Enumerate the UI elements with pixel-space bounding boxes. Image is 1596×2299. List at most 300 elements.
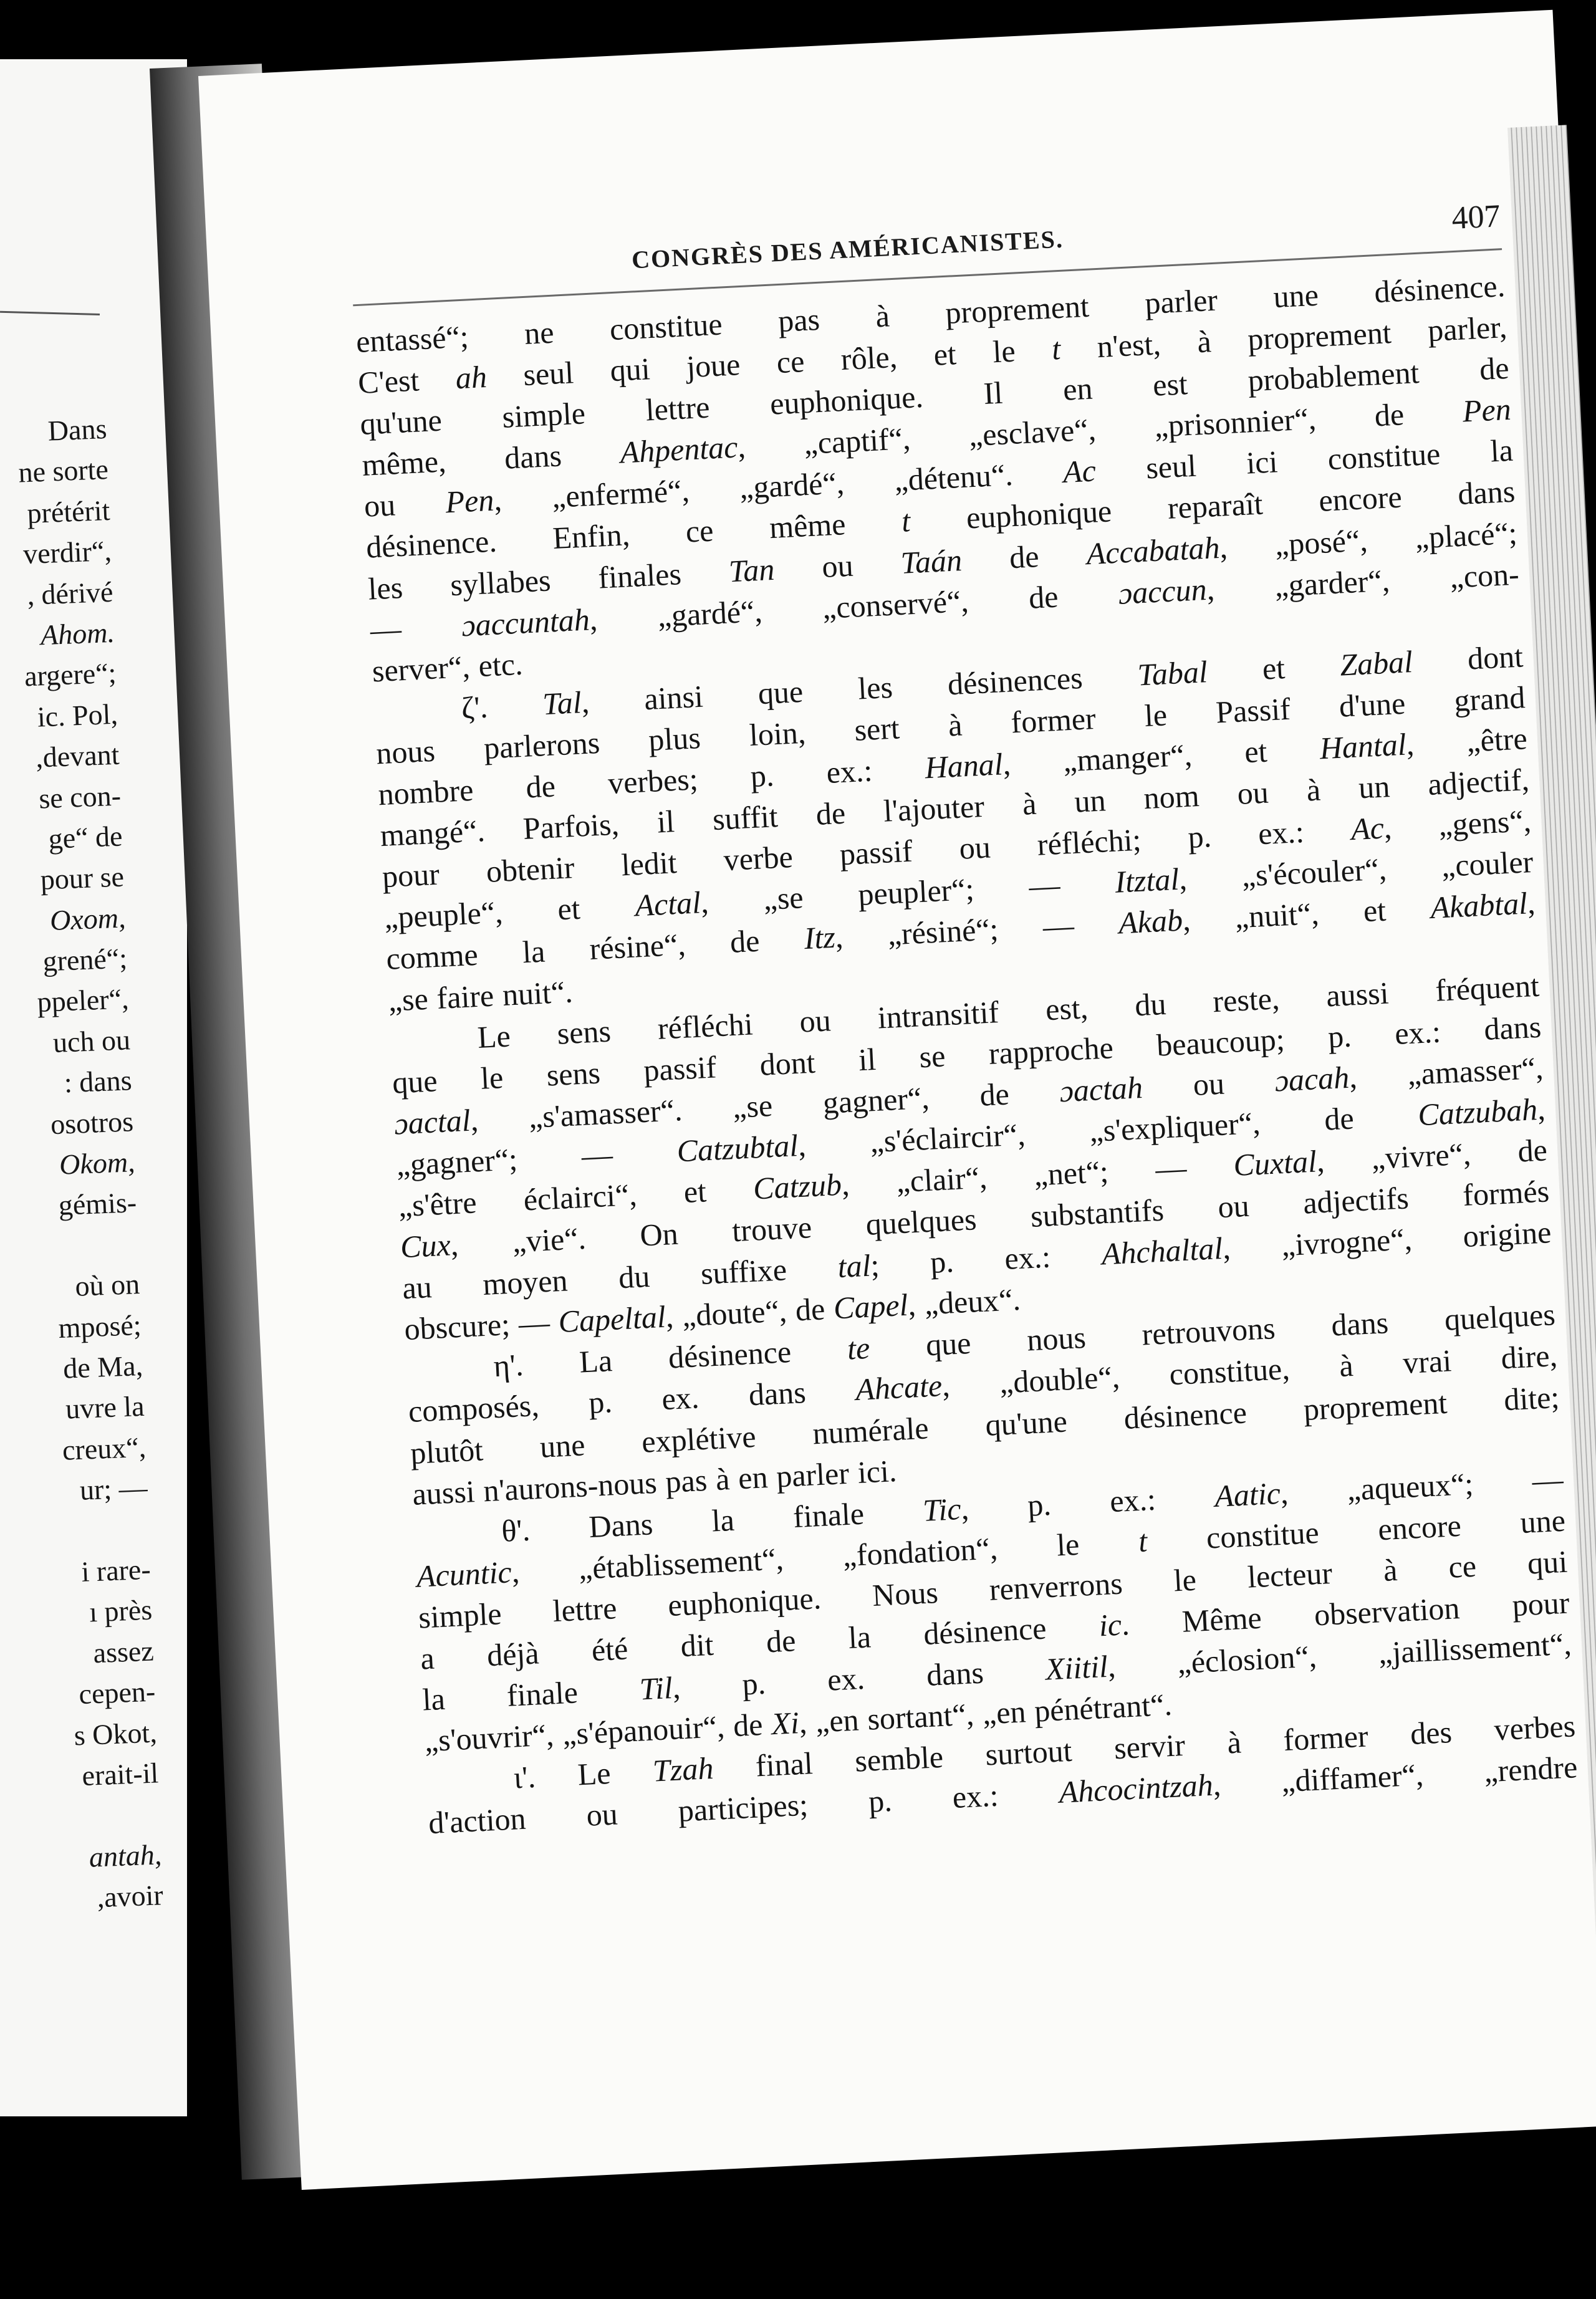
text-word: [930, 1241, 955, 1283]
word-fragment: —: [1154, 1150, 1188, 1187]
text-word: [1098, 1603, 1130, 1646]
italic-term: Ahcate: [854, 1368, 943, 1408]
word-fragment: ,: [469, 1102, 479, 1138]
word-fragment: de: [1517, 1132, 1549, 1169]
italic-term: Itztal: [1114, 862, 1180, 900]
italic-term: ɔactal: [393, 1102, 471, 1141]
word-fragment: Il: [983, 375, 1004, 411]
text-word: [728, 548, 775, 592]
word-fragment: à: [1338, 1348, 1354, 1384]
word-fragment: „se: [762, 880, 804, 917]
facing-page-line: creux“,: [62, 1431, 147, 1466]
text-word: [984, 1400, 1068, 1445]
word-fragment: dont: [759, 1044, 816, 1082]
text-word: [557, 888, 581, 930]
word-fragment: dite;: [1502, 1379, 1560, 1417]
word-fragment: „couler: [1440, 844, 1534, 884]
text-word: [983, 372, 1004, 415]
italic-term: Ac: [1350, 810, 1385, 847]
text-word: [1443, 1293, 1556, 1340]
word-fragment: ,: [736, 429, 747, 464]
text-word: [410, 1429, 484, 1474]
text-word: [732, 1085, 774, 1128]
word-fragment: à: [1226, 1724, 1243, 1760]
italic-term: Xi: [770, 1705, 800, 1742]
word-fragment: simple: [417, 1596, 502, 1635]
text-word: [1362, 890, 1387, 932]
text-word: [1448, 1545, 1478, 1588]
text-word: [723, 836, 794, 880]
word-fragment: ex.:: [825, 752, 873, 790]
word-fragment: sortant“,: [867, 1696, 975, 1737]
text-word: [643, 1046, 718, 1091]
text-word: [506, 1671, 579, 1716]
text-word: [501, 393, 586, 438]
word-fragment: obtenir: [485, 850, 575, 890]
word-fragment: qu'une: [359, 402, 443, 442]
word-fragment: la: [1489, 433, 1514, 469]
word-fragment: éclairci“,: [522, 1176, 638, 1217]
word-fragment: rôle,: [840, 338, 898, 377]
text-word: [1241, 848, 1387, 896]
word-fragment: constitue: [608, 306, 723, 347]
word-fragment: à: [1021, 785, 1037, 822]
word-fragment: substantifs: [1029, 1192, 1165, 1234]
word-fragment: pas: [665, 1462, 708, 1499]
text-word: [522, 804, 620, 850]
word-fragment: que: [757, 673, 804, 711]
word-fragment: „résiné“;: [887, 911, 999, 953]
word-fragment: sens: [556, 1013, 612, 1051]
text-word: [1346, 1463, 1474, 1510]
text-word: [748, 1371, 807, 1415]
word-fragment: ou: [363, 487, 397, 524]
word-fragment: p.: [587, 1384, 613, 1421]
word-fragment: loin,: [748, 714, 807, 752]
word-fragment: rapproche: [988, 1029, 1114, 1071]
text-word: [1410, 1711, 1453, 1754]
text-word: [482, 1260, 569, 1305]
text-word: [393, 1099, 479, 1145]
facing-page-line: : dans: [63, 1064, 133, 1099]
word-fragment: „se: [387, 981, 429, 1018]
word-fragment: seul: [1145, 448, 1198, 486]
text-word: [579, 1340, 613, 1383]
text-word: [1034, 1684, 1173, 1732]
text-word: [1417, 1088, 1546, 1135]
word-fragment: ce: [1448, 1548, 1478, 1585]
word-fragment: dont: [1466, 638, 1524, 676]
word-fragment: joue: [685, 347, 741, 385]
word-fragment: la: [847, 1619, 872, 1656]
text-word: [546, 1052, 601, 1095]
text-word: [638, 1666, 681, 1709]
italic-term: ah: [454, 359, 488, 396]
text-word: [847, 1616, 872, 1658]
facing-page-rule: [0, 311, 100, 315]
word-fragment: une: [539, 1426, 586, 1464]
text-word: [577, 1752, 612, 1795]
text-word: [363, 484, 396, 527]
text-word: [699, 1249, 787, 1294]
word-fragment: pour: [1511, 1585, 1570, 1623]
facing-page-line: Oxom,: [49, 901, 127, 936]
word-fragment: ce: [776, 343, 805, 380]
text-word: [400, 1224, 459, 1268]
text-word: [988, 1027, 1114, 1074]
italic-term: Capel: [832, 1287, 909, 1326]
word-fragment: „clair“,: [895, 1159, 988, 1199]
word-fragment: désinence.: [365, 524, 498, 565]
italic-term: Hantal: [1319, 726, 1407, 766]
word-fragment: ,: [834, 919, 844, 955]
word-fragment: ,: [1405, 726, 1415, 762]
word-fragment: „net“;: [1033, 1153, 1110, 1193]
text-word: [918, 1035, 946, 1077]
word-fragment: ou: [585, 1796, 618, 1833]
italic-term: Accabatah: [1085, 529, 1221, 571]
italic-term: Actal: [634, 885, 702, 923]
word-fragment: ,: [493, 482, 503, 517]
italic-term: ɔaccuntah: [460, 602, 590, 643]
text-word: [853, 707, 900, 751]
word-fragment: de: [1323, 1100, 1355, 1137]
facing-page-line: ,avoir: [96, 1879, 164, 1914]
word-fragment: de: [732, 1707, 764, 1744]
text-word: [1029, 1189, 1165, 1237]
word-fragment: „fondation“,: [842, 1530, 999, 1573]
text-word: [992, 330, 1016, 373]
word-fragment: ,: [840, 1166, 850, 1202]
word-fragment: p.: [741, 1665, 767, 1702]
text-word: [1339, 641, 1414, 686]
text-word: [842, 1527, 998, 1576]
text-word: [1062, 450, 1097, 493]
word-fragment: du: [617, 1259, 651, 1295]
text-word: [1377, 1505, 1462, 1550]
word-fragment: même: [768, 506, 847, 545]
word-fragment: ,: [1383, 810, 1393, 845]
word-fragment: „s'amasser“.: [527, 1092, 683, 1135]
text-word: [461, 598, 598, 646]
text-word: [485, 847, 575, 892]
text-word: [1085, 526, 1228, 574]
word-fragment: semble: [853, 1739, 945, 1779]
text-word: [771, 1702, 808, 1745]
word-fragment: et: [557, 891, 581, 927]
word-fragment: „manger“,: [1062, 737, 1193, 779]
text-word: [812, 1407, 930, 1454]
text-word: [1489, 430, 1514, 472]
italic-term: Tan: [728, 551, 776, 588]
text-word: [589, 924, 686, 970]
facing-page-line: grené“;: [42, 942, 128, 977]
text-word: [680, 1624, 714, 1667]
text-word: [460, 686, 488, 728]
text-word: [868, 1780, 893, 1822]
word-fragment: un: [1074, 782, 1107, 819]
word-fragment: ,: [1348, 1058, 1358, 1095]
text-word: [1004, 1236, 1052, 1280]
word-fragment: retrouvons: [1141, 1310, 1276, 1352]
word-fragment: On: [639, 1216, 679, 1253]
word-fragment: pas: [777, 301, 821, 338]
italic-term: Cux: [399, 1227, 451, 1265]
text-word: [1247, 312, 1392, 360]
text-word: [854, 1736, 945, 1782]
text-word: [590, 1628, 628, 1671]
text-word: [504, 435, 563, 479]
word-fragment: encore: [1318, 479, 1403, 519]
word-fragment: θ'.: [501, 1512, 531, 1548]
word-fragment: ,: [1218, 529, 1229, 565]
word-fragment: désinence.: [1373, 268, 1506, 310]
facing-page-line: pour se: [39, 860, 125, 896]
text-word: [1373, 393, 1405, 436]
word-fragment: seul: [522, 355, 575, 393]
word-fragment: proprement: [1302, 1385, 1448, 1427]
word-fragment: ne: [523, 314, 555, 351]
word-fragment: de: [979, 1076, 1010, 1113]
text-word: [1438, 800, 1532, 845]
word-fragment: proprement: [945, 288, 1090, 330]
word-fragment: quelques: [1443, 1297, 1556, 1338]
word-fragment: „garder“,: [1274, 562, 1391, 603]
word-fragment: „éclosion“,: [1176, 1638, 1318, 1681]
word-fragment: finale: [792, 1495, 865, 1534]
word-fragment: n'est,: [1096, 326, 1162, 365]
facing-page-line: Ahom.: [40, 616, 115, 651]
text-word: [619, 426, 746, 473]
word-fragment: de: [1478, 350, 1510, 387]
facing-page-line: ge“ de: [47, 820, 123, 855]
text-word: [1382, 1549, 1398, 1591]
italic-term: ic: [1098, 1606, 1123, 1643]
facing-page-line: se con-: [38, 779, 122, 815]
text-word: [1156, 1018, 1286, 1065]
word-fragment: est,: [1044, 989, 1089, 1027]
text-word: [968, 409, 1097, 456]
text-word: [620, 842, 678, 885]
text-word: [1096, 323, 1161, 367]
word-fragment: Même: [1181, 1600, 1262, 1639]
facing-page-line: ic. Pol,: [36, 698, 118, 733]
text-word: [522, 352, 575, 395]
text-word: [685, 510, 714, 552]
text-word: [542, 681, 590, 724]
text-word: [1196, 320, 1212, 362]
text-word: [1261, 647, 1286, 689]
text-word: [479, 1057, 504, 1099]
italic-term: Tic: [921, 1490, 962, 1528]
facing-page-line: Dans: [47, 412, 108, 447]
text-word: [1143, 775, 1200, 818]
word-fragment: „diffamer“,: [1280, 1757, 1425, 1799]
word-fragment: former: [1010, 700, 1097, 740]
text-word: [476, 1015, 511, 1058]
facing-page-line: antah,: [88, 1838, 163, 1873]
word-fragment: η'.: [493, 1347, 524, 1384]
text-word: [661, 1377, 700, 1420]
text-word: [1402, 1340, 1453, 1384]
text-word: [1493, 1706, 1577, 1750]
word-fragment: ,: [1221, 1230, 1231, 1266]
word-fragment: „gagner“;: [395, 1141, 519, 1183]
word-fragment: ,: [1212, 1767, 1222, 1803]
text-word: [1173, 1559, 1197, 1601]
facing-page-line: i rare-: [80, 1553, 151, 1588]
running-head: CONGRÈS DES AMÉRICANISTES.: [631, 224, 1064, 274]
text-word: [926, 1652, 985, 1696]
word-fragment: constitue: [1205, 1514, 1320, 1555]
text-word: [857, 1450, 898, 1493]
text-word: [1466, 635, 1524, 679]
italic-term: ɔaccun: [1117, 571, 1208, 611]
text-word: [580, 1134, 613, 1176]
text-word: [733, 1704, 764, 1746]
text-word: [1324, 1097, 1355, 1140]
text-word: [711, 1499, 735, 1542]
text-word: [759, 1041, 816, 1085]
text-word: [714, 1458, 730, 1500]
text-word: [643, 676, 704, 720]
page-number: 407: [1451, 198, 1501, 237]
word-fragment: ex.:: [1004, 1239, 1052, 1277]
italic-term: Cuxtal: [1233, 1143, 1318, 1183]
text-word: [1302, 1177, 1410, 1223]
word-fragment: surtout: [984, 1733, 1073, 1772]
text-word: [403, 1303, 511, 1350]
text-word: [748, 712, 806, 756]
text-word: [754, 1742, 814, 1786]
italic-term: Xiitil: [1044, 1648, 1109, 1687]
word-fragment: ,: [1279, 1475, 1289, 1510]
word-fragment: au: [401, 1269, 433, 1306]
italic-term: Taán: [900, 542, 963, 580]
text-word: [869, 1113, 1026, 1162]
text-word: [1313, 1587, 1460, 1635]
text-word: [656, 590, 763, 636]
text-word: [1427, 759, 1530, 805]
italic-term: Ahpentac: [619, 429, 739, 470]
word-fragment: reparaît: [1166, 486, 1264, 526]
text-word: [946, 657, 1084, 705]
text-word: [677, 1784, 809, 1831]
word-fragment: C'est: [357, 362, 420, 401]
facing-page-line: de Ma,: [62, 1349, 143, 1385]
text-word: [1327, 433, 1441, 480]
text-word: [556, 1010, 612, 1054]
text-word: [752, 1163, 850, 1209]
word-fragment: sens: [546, 1055, 602, 1093]
text-word: [608, 303, 723, 350]
text-word: [822, 1077, 930, 1123]
text-word: [999, 1356, 1121, 1403]
italic-term: Catzubah: [1417, 1091, 1539, 1133]
text-word: [597, 553, 682, 598]
word-fragment: server“,: [371, 648, 471, 689]
word-fragment: „s'épanouir“,: [561, 1709, 726, 1752]
word-fragment: le: [992, 333, 1016, 370]
text-word: [965, 491, 1112, 539]
italic-term: Tabal: [1137, 653, 1208, 693]
text-word: [1503, 1376, 1560, 1419]
text-word: [901, 501, 911, 542]
text-word: [738, 1456, 769, 1499]
italic-term: ɔacah: [1274, 1059, 1350, 1098]
italic-term: Ahcocintzah: [1058, 1767, 1214, 1810]
text-word: [1009, 535, 1040, 578]
word-fragment: former: [1282, 1718, 1369, 1758]
word-fragment: et: [1362, 892, 1387, 929]
word-fragment: de: [1373, 396, 1405, 433]
word-fragment: „doute“,: [681, 1293, 788, 1333]
word-fragment: une: [1519, 1502, 1567, 1540]
text-word: [381, 853, 440, 897]
word-fragment: ce: [685, 513, 714, 550]
text-word: [1274, 1056, 1358, 1101]
text-word: [923, 1608, 1047, 1655]
text-word: [1330, 1302, 1390, 1346]
word-fragment: désinences: [946, 660, 1084, 702]
text-word: [924, 743, 1012, 789]
word-fragment: ici.: [857, 1452, 898, 1490]
text-word: [423, 1714, 555, 1762]
text-word: [1483, 1747, 1579, 1792]
text-word: [1457, 471, 1516, 514]
word-fragment: participes;: [677, 1787, 809, 1829]
word-fragment: le: [1143, 697, 1168, 733]
text-word: [1212, 977, 1281, 1022]
text-word: [857, 666, 894, 709]
text-word: [1114, 858, 1188, 903]
text-word: [1350, 807, 1392, 850]
text-word: [1281, 1218, 1413, 1265]
word-fragment: a: [420, 1640, 435, 1676]
word-fragment: p.: [1026, 1486, 1052, 1523]
word-fragment: ex.:: [951, 1778, 999, 1815]
word-fragment: parler: [775, 1455, 850, 1494]
text-word: [501, 971, 574, 1015]
word-fragment: qu'une: [984, 1403, 1068, 1442]
word-fragment: ,: [1181, 902, 1191, 938]
text-word: [1257, 811, 1305, 855]
word-fragment: Enfin,: [552, 517, 631, 556]
word-fragment: il: [857, 1041, 877, 1077]
text-word: [585, 1793, 618, 1836]
facing-page-text: [0, 408, 164, 1925]
word-fragment: ,: [589, 601, 598, 637]
word-fragment: plutôt: [409, 1431, 484, 1471]
word-fragment: et: [933, 336, 958, 372]
text-word: [421, 1678, 446, 1721]
word-fragment: les: [857, 669, 894, 706]
text-word: [840, 336, 898, 380]
word-fragment: „s'éclaircir“,: [869, 1116, 1026, 1159]
text-word: [1138, 1520, 1148, 1562]
word-fragment: ,: [1526, 885, 1536, 921]
text-word: [832, 1284, 916, 1328]
text-word: [1051, 328, 1062, 370]
word-fragment: lecteur: [1246, 1555, 1334, 1595]
text-word: [1282, 1716, 1369, 1761]
text-word: [872, 1572, 940, 1616]
word-fragment: p.: [867, 1783, 893, 1820]
text-word: [839, 830, 913, 875]
text-word: [794, 1289, 825, 1331]
word-fragment: „placé“;: [1414, 515, 1518, 555]
text-word: [815, 792, 846, 835]
